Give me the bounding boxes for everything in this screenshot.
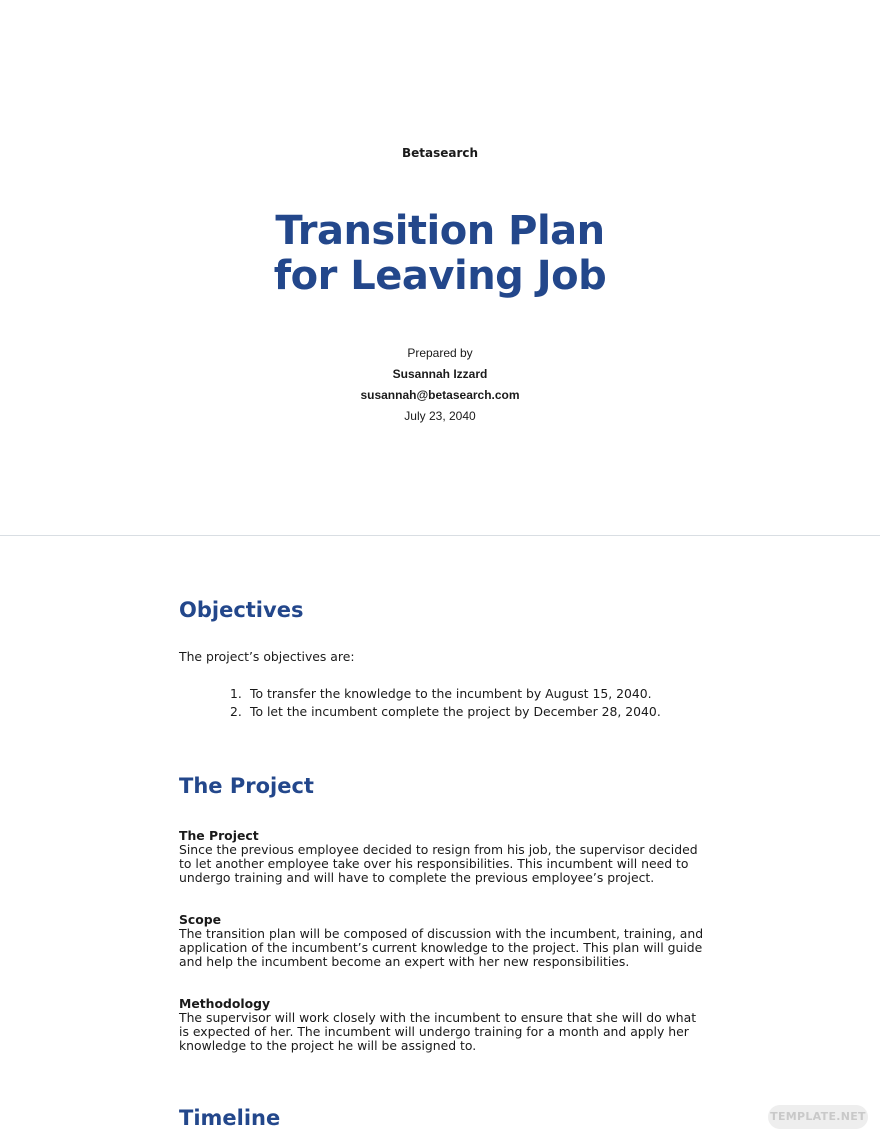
- list-item: [230, 703, 661, 721]
- subsection-title: Methodology: [179, 996, 271, 1011]
- prepared-by-label: Prepared by: [407, 346, 473, 360]
- title-line-2: for Leaving Job: [273, 253, 607, 299]
- subsection-body: Since the previous employee decided to resign from his job, the supervisor decided to let another employee take over his responsibilities. This incumbent will need to undergo training and will have to complete the previous employee’s project.: [179, 842, 698, 885]
- list-item-number: 2.: [230, 704, 242, 719]
- subsection-body: The supervisor will work closely with the incumbent to ensure that she will do what is expected of her. The incumbent will undergo training for a month and apply her knowledge to the project he will be assigned to.: [179, 1010, 697, 1053]
- template-watermark: TEMPLATE.NET: [768, 1105, 868, 1129]
- document-date: July 23, 2040: [404, 409, 476, 423]
- author-email[interactable]: susannah@betasearch.com: [360, 388, 520, 402]
- list-item-text: To let the incumbent complete the project by December 28, 2040.: [250, 704, 661, 719]
- list-item: [230, 685, 661, 703]
- project-section: [179, 829, 709, 885]
- subsection-title: Scope: [179, 912, 222, 927]
- objectives-heading: Objectives: [179, 598, 304, 622]
- objectives-intro: The project’s objectives are:: [179, 649, 355, 664]
- document-title: [0, 209, 880, 299]
- methodology-section: [179, 997, 709, 1053]
- company-name: Betasearch: [401, 146, 479, 160]
- scope-section: [179, 913, 709, 969]
- prepared-by-block: [0, 343, 880, 427]
- subsection-body: The transition plan will be composed of discussion with the incumbent, training, and application of the incumbent’s current knowledge to the project. This plan will guide and help the incumbent become an expert with her new responsibilities.: [179, 926, 704, 969]
- timeline-heading: Timeline: [179, 1106, 281, 1130]
- project-heading: The Project: [179, 774, 314, 798]
- section-divider: [0, 535, 880, 536]
- author-name: Susannah Izzard: [392, 367, 488, 381]
- subsection-title: The Project: [179, 828, 259, 843]
- list-item-text: To transfer the knowledge to the incumbent by August 15, 2040.: [250, 686, 652, 701]
- list-item-number: 1.: [230, 686, 242, 701]
- objectives-list: [230, 685, 661, 721]
- title-line-1: Transition Plan: [275, 208, 605, 254]
